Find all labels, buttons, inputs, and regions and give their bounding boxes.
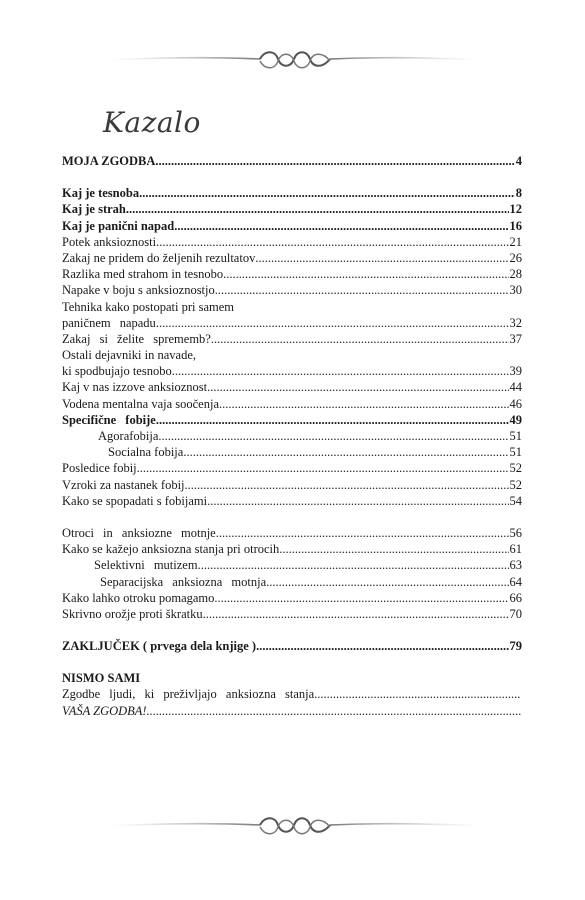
toc-page-number: 63 (509, 558, 522, 573)
toc-entry-title: Vzroki za nastanek fobij (62, 477, 185, 492)
toc-entry-title: Specifične fobije (62, 412, 156, 427)
toc-leader-dots (207, 493, 508, 509)
toc-leader-dots (137, 460, 509, 476)
toc-entry-title: Kaj v nas izzove anksioznost (62, 380, 208, 395)
toc-entry-title: VAŠA ZGODBA! (62, 703, 147, 718)
toc-entry[interactable] (62, 493, 522, 509)
bottom-ornament (110, 812, 480, 842)
toc-leader-dots (174, 218, 508, 234)
toc-leader-dots (266, 574, 508, 590)
toc-entry[interactable] (62, 574, 522, 590)
toc-entry-title: NISMO SAMI (62, 671, 141, 686)
toc-leader-dots (223, 266, 508, 282)
toc-page-number: 51 (509, 445, 522, 460)
toc-page-number: 37 (509, 331, 522, 346)
toc-page-number: 79 (509, 639, 522, 654)
toc-page-number: 16 (509, 218, 522, 233)
top-ornament (110, 46, 480, 76)
toc-page-number: 46 (509, 396, 522, 411)
toc-entry-title: Agorafobija (98, 429, 159, 443)
toc-page-number: 8 (515, 186, 522, 201)
toc-entry-title: Zakaj si želite sprememb? (62, 331, 211, 346)
toc-leader-dots (156, 234, 508, 250)
toc-leader-dots (255, 250, 508, 266)
toc-page-number: 54 (509, 493, 522, 508)
toc-entry[interactable] (62, 282, 522, 298)
toc-entry-title: Selektivni mutizem (94, 558, 198, 573)
toc-entry[interactable] (62, 347, 522, 363)
toc-leader-dots (219, 396, 508, 412)
toc-entry[interactable] (62, 379, 522, 395)
toc-entry[interactable] (62, 218, 522, 234)
toc-page-number: 12 (509, 202, 522, 217)
toc-page-number: 44 (509, 380, 522, 395)
toc-leader-dots (279, 541, 508, 557)
toc-leader-dots (215, 282, 509, 298)
toc-page-number: 32 (509, 315, 522, 330)
toc-entry-title: Zakaj ne pridem do željenih rezultatov (62, 250, 256, 265)
toc-entry-title: Kaj je strah (62, 202, 126, 217)
toc-leader-dots (198, 557, 509, 573)
table-of-contents (62, 153, 522, 719)
toc-entry-title: Kaj je tesnoba (62, 186, 140, 201)
toc-entry-title: MOJA ZGODBA (62, 154, 156, 168)
toc-entry[interactable] (62, 557, 522, 573)
toc-entry-title: Kaj je panični napad (62, 218, 175, 233)
toc-leader-dots (158, 428, 508, 444)
toc-entry-title: Socialna fobija (108, 445, 184, 460)
toc-leader-dots (185, 477, 509, 493)
toc-entry-title: ki spodbujajo tesnobo (62, 364, 172, 379)
toc-entry[interactable] (62, 703, 522, 719)
toc-page-number: 61 (509, 542, 522, 557)
toc-entry[interactable] (62, 153, 522, 169)
toc-entry[interactable] (62, 250, 522, 266)
toc-entry[interactable] (62, 686, 522, 702)
toc-leader-dots (314, 686, 521, 702)
toc-leader-dots (172, 363, 509, 379)
toc-entry-title: Separacijska anksiozna motnja (100, 574, 267, 589)
toc-entry[interactable] (62, 638, 522, 654)
toc-entry-title: Zgodbe ljudi, ki preživljajo anksiozna stanja (62, 687, 315, 702)
toc-entry-title: Posledice fobij (62, 461, 137, 476)
toc-entry[interactable] (62, 525, 522, 541)
toc-page-number: 28 (509, 267, 522, 282)
toc-page-number: 26 (509, 250, 522, 265)
toc-entry[interactable] (62, 331, 522, 347)
toc-page-number: 64 (509, 574, 522, 589)
toc-spacer (62, 654, 522, 670)
toc-entry[interactable] (62, 363, 522, 379)
toc-page-number: 70 (509, 606, 522, 621)
toc-entry[interactable] (62, 444, 522, 460)
toc-entry-title: Napake v boju s anksioznostjo (62, 283, 215, 298)
page-title: Kazalo (103, 106, 201, 139)
toc-entry[interactable] (62, 412, 522, 428)
toc-entry[interactable] (62, 477, 522, 493)
toc-page-number: 39 (509, 364, 522, 379)
toc-entry[interactable] (62, 315, 522, 331)
toc-entry-title: Otroci in anksiozne motnje (62, 525, 216, 540)
toc-leader-dots (207, 379, 508, 395)
toc-spacer (62, 509, 522, 525)
toc-entry[interactable] (62, 428, 522, 444)
toc-leader-dots (203, 606, 509, 622)
toc-entry-title: Kako se spopadati s fobijami (62, 493, 208, 508)
toc-entry[interactable] (62, 606, 522, 622)
toc-leader-dots (156, 315, 509, 331)
toc-entry-title: Vodena mentalna vaja soočenja (62, 396, 220, 411)
toc-leader-dots (216, 525, 509, 541)
toc-spacer (62, 622, 522, 638)
toc-page-number: 4 (515, 154, 522, 168)
toc-entry[interactable] (62, 299, 522, 315)
toc-entry-title: Razlika med strahom in tesnobo (62, 267, 224, 282)
toc-leader-dots (211, 331, 509, 347)
toc-entry-title: ZAKLJUČEK ( prvega dela knjige ) (62, 639, 257, 654)
toc-entry[interactable] (62, 396, 522, 412)
toc-entry[interactable] (62, 541, 522, 557)
toc-entry-title: Kako lahko otroku pomagamo (62, 590, 215, 605)
toc-leader-dots (147, 703, 521, 719)
toc-page-number: 21 (509, 234, 522, 249)
toc-page-number: 66 (509, 590, 522, 605)
toc-entry[interactable] (62, 201, 522, 217)
toc-leader-dots (183, 444, 508, 460)
toc-entry[interactable] (62, 266, 522, 282)
toc-leader-dots (126, 201, 509, 217)
toc-leader-dots (155, 153, 514, 169)
toc-entry[interactable] (62, 670, 522, 686)
toc-entry-title: Potek anksioznosti (62, 234, 157, 249)
toc-spacer (62, 169, 522, 185)
toc-entry-title: Skrivno orožje proti škratku (62, 606, 203, 621)
toc-leader-dots (156, 412, 509, 428)
toc-page-number: 52 (509, 461, 522, 476)
toc-entry[interactable] (62, 590, 522, 606)
toc-page-number: 51 (509, 429, 522, 443)
toc-entry[interactable] (62, 185, 522, 201)
toc-entry-title: Tehnika kako postopati pri samem (62, 299, 235, 314)
toc-entry-title: paničnem napadu (62, 315, 156, 330)
toc-entry[interactable] (62, 460, 522, 476)
toc-leader-dots (256, 638, 508, 654)
toc-entry[interactable] (62, 234, 522, 250)
toc-leader-dots (214, 590, 508, 606)
toc-entry-title: Kako se kažejo anksiozna stanja pri otrocih (62, 542, 280, 557)
toc-page-number: 52 (509, 477, 522, 492)
toc-leader-dots (139, 185, 515, 201)
toc-page-number: 30 (509, 283, 522, 298)
toc-entry-title: Ostali dejavniki in navade, (62, 348, 196, 363)
toc-page-number: 49 (509, 412, 522, 427)
toc-page-number: 56 (509, 525, 522, 540)
